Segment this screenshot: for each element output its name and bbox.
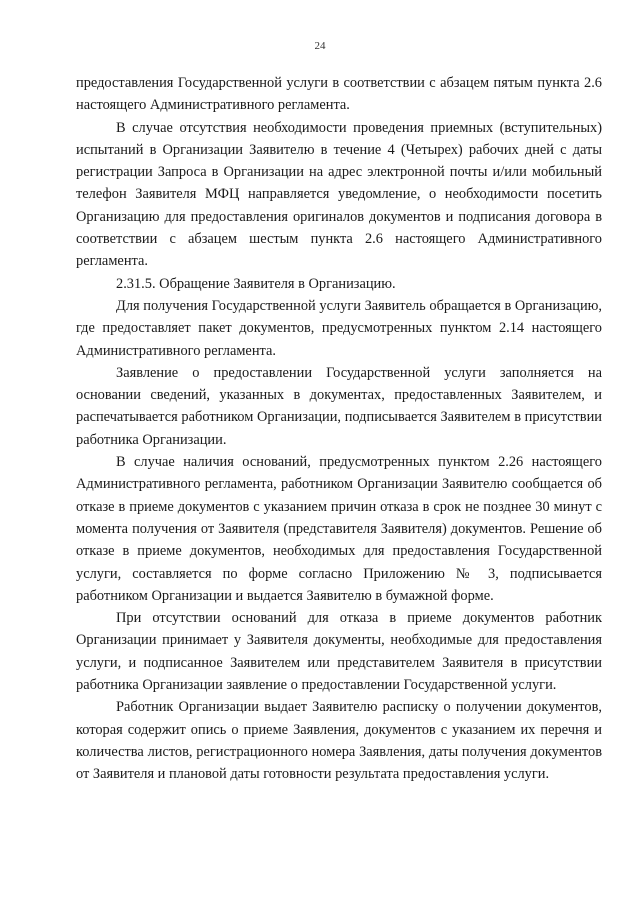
paragraph-continuation: предоставления Государственной услуги в соответствии с абзацем пятым пункта 2.6 настоящего Административного регламента. bbox=[76, 75, 602, 114]
document-body bbox=[76, 72, 602, 786]
paragraph-documents-accepted: При отсутствии оснований для отказа в приеме документов работник Организации принимает у Заявителя документы, необходимые для предоставления услуги, и подписанное Заявителем или представителем Заявителя в присутствии работника Организации заявление о предоставлении Государственной услуги. bbox=[76, 610, 602, 694]
section-heading-2-31-5: 2.31.5. Обращение Заявителя в Организацию. bbox=[116, 275, 396, 292]
paragraph-refusal-grounds: В случае наличия оснований, предусмотренных пунктом 2.26 настоящего Административного регламента, работником Организации Заявителю сообщается об отказе в приеме документов с указанием причин отказа в срок не позднее 30 минут с момента получения от Заявителя (представителя Заявителя) документов. Решение об отказе в приеме документов, необходимых для предоставления Государственной услуги, составляется по форме согласно Приложению № 3, подписывается работником Организации и выдается Заявителю в бумажной форме. bbox=[76, 454, 602, 604]
paragraph-no-tests-notification: В случае отсутствия необходимости проведения приемных (вступительных) испытаний в Организации Заявителю в течение 4 (Четырех) рабочих дней с даты регистрации Запроса в Организации на адрес электронной почты и/или мобильный телефон Заявителя МФЦ направляется уведомление, о необходимости посетить Организацию для предоставления оригиналов документов и подписания договора в соответствии с абзацем шестым пункта 2.6 настоящего Административного регламента. bbox=[76, 119, 602, 270]
paragraph-application-filled: Заявление о предоставлении Государственной услуги заполняется на основании сведений, указанных в документах, предоставленных Заявителем, и распечатывается работником Организации, подписывается Заявителем в присутствии работника Организации. bbox=[76, 364, 602, 448]
paragraph-receipt-issued: Работник Организации выдает Заявителю расписку о получении документов, которая содержит опись о приеме Заявления, документов с указанием их перечня и количества листов, регистрационного номера Заявления, даты получения документов от Заявителя и плановой даты готовности результата предоставления услуги. bbox=[76, 699, 602, 783]
page-number: 24 bbox=[314, 40, 326, 52]
paragraph-applicant-applies: Для получения Государственной услуги Заявитель обращается в Организацию, где предоставляет пакет документов, предусмотренных пунктом 2.14 настоящего Административного регламента. bbox=[76, 297, 602, 359]
